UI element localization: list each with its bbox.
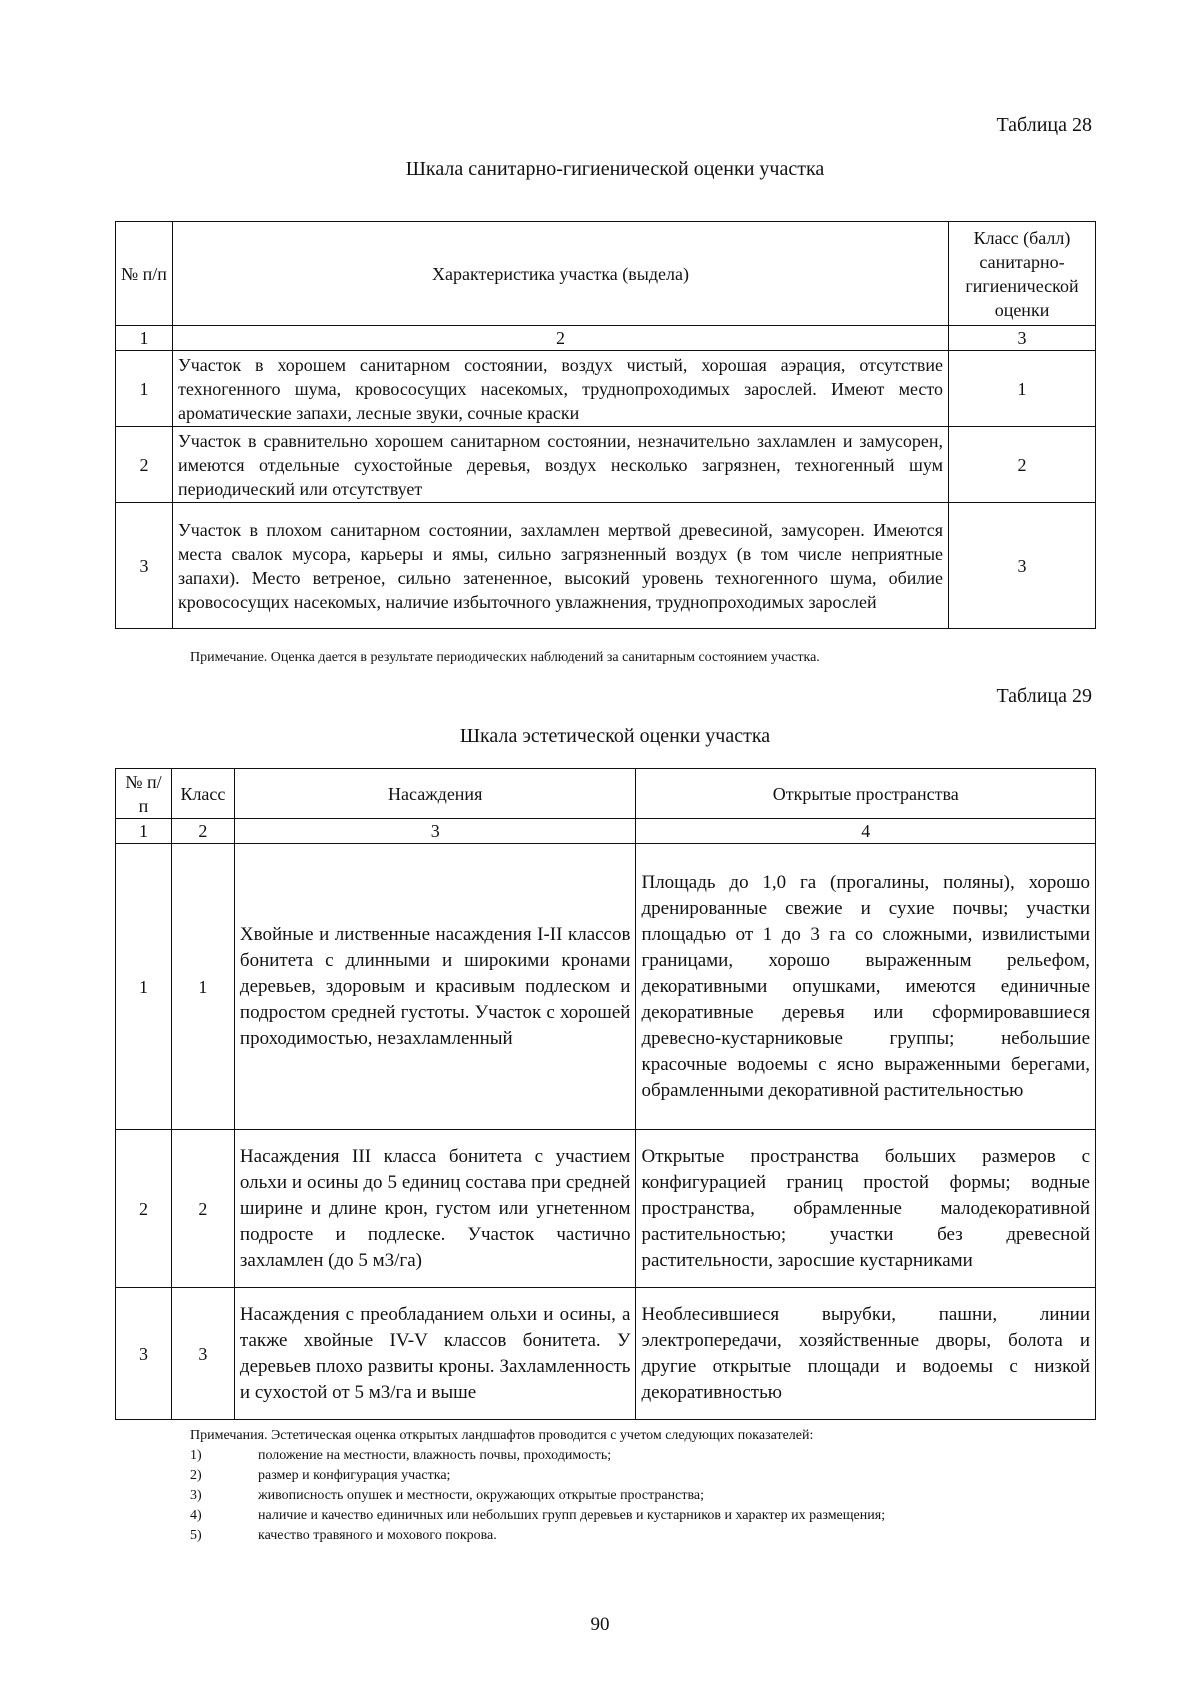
- note-item-number: 2): [190, 1468, 202, 1483]
- table-row: [116, 1288, 1096, 1420]
- table-29-note: Примечания. Эстетическая оценка открытых ландшафтов проводится с учетом следующих показателей:: [190, 1428, 814, 1443]
- row-class: 2: [949, 427, 1096, 503]
- row-number: 3: [116, 1288, 172, 1420]
- header-open-spaces: Открытые пространства: [636, 769, 1096, 819]
- row-number: 1: [116, 844, 172, 1130]
- note-item-text: качество травяного и мохового покрова.: [258, 1528, 497, 1543]
- note-item-text: наличие и качество единичных или небольших групп деревьев и кустарников и характер их размещения;: [258, 1508, 886, 1523]
- header-class: Класс: [171, 769, 234, 819]
- header-characteristic: Характеристика участка (выдела): [172, 222, 948, 326]
- row-characteristic: Участок в хорошем санитарном состоянии, воздух чистый, хорошая аэрация, отсутствие техногенного шума, кровососущих насекомых, труднопроходимых зарослей. Имеют место ароматические запахи, лесные звуки, сочные краски: [172, 351, 948, 427]
- table-29-header-row: [116, 769, 1096, 819]
- table-29: [115, 768, 1096, 1420]
- row-class: 3: [949, 503, 1096, 629]
- header-class: Класс (балл) санитарно-гигиенической оценки: [949, 222, 1096, 326]
- table-row: [116, 503, 1096, 629]
- table-29-caption: Таблица 29: [996, 685, 1092, 707]
- note-item-number: 1): [190, 1448, 202, 1463]
- row-characteristic: Участок в сравнительно хорошем санитарном состоянии, незначительно захламлен и замусорен, имеются отдельные сухостойные деревья, воздух несколько загрязнен, техногенный шум периодический или отсутствует: [172, 427, 948, 503]
- note-item-number: 4): [190, 1508, 202, 1523]
- note-item-text: живописность опушек и местности, окружающих открытые пространства;: [258, 1488, 704, 1503]
- row-number: 1: [116, 351, 173, 427]
- table-28-note: Примечание. Оценка дается в результате периодических наблюдений за санитарным состоянием участка.: [190, 650, 820, 665]
- row-stands: Хвойные и лиственные насаждения I-II классов бонитета с длинными и широкими кронами деревьев, здоровым и красивым подлеском и подростом средней густоты. Участок с хорошей проходимостью, незахламленный: [234, 844, 636, 1130]
- header-stands: Насаждения: [234, 769, 636, 819]
- row-class: 1: [171, 844, 234, 1130]
- index-cell: 2: [172, 326, 948, 351]
- row-number: 3: [116, 503, 173, 629]
- note-item-text: размер и конфигурация участка;: [258, 1468, 451, 1483]
- table-row: [116, 427, 1096, 503]
- row-stands: Насаждения с преобладанием ольхи и осины, а также хвойные IV-V классов бонитета. У деревьев плохо развиты кроны. Захламленность и сухостой от 5 м3/га и выше: [234, 1288, 636, 1420]
- note-item-number: 5): [190, 1528, 202, 1543]
- index-cell: 1: [116, 326, 173, 351]
- row-number: 2: [116, 1130, 172, 1288]
- table-28-header-row: [116, 222, 1096, 326]
- index-cell: 1: [116, 819, 172, 844]
- table-row: [116, 1130, 1096, 1288]
- row-class: 1: [949, 351, 1096, 427]
- row-characteristic: Участок в плохом санитарном состоянии, захламлен мертвой древесиной, замусорен. Имеются места свалок мусора, карьеры и ямы, сильно загрязненный воздух (в том числе неприятные запахи). Место ветреное, сильно затененное, высокий уровень техногенного шума, обилие кровососущих насекомых, наличие избыточного увлажнения, труднопроходимых зарослей: [172, 503, 948, 629]
- page-number: 90: [590, 1614, 610, 1635]
- table-row: [116, 351, 1096, 427]
- note-item-text: положение на местности, влажность почвы, проходимость;: [258, 1448, 612, 1463]
- index-cell: 3: [234, 819, 636, 844]
- header-number: № п/п: [116, 769, 172, 819]
- table-row: [116, 844, 1096, 1130]
- row-number: 2: [116, 427, 173, 503]
- header-number: № п/п: [116, 222, 173, 326]
- table-29-index-row: [116, 819, 1096, 844]
- row-open-spaces: Необлесившиеся вырубки, пашни, линии электропередачи, хозяйственные дворы, болота и другие открытые площади и водоемы с низкой декоративностью: [636, 1288, 1096, 1420]
- row-class: 2: [171, 1130, 234, 1288]
- row-open-spaces: Площадь до 1,0 га (прогалины, поляны), хорошо дренированные свежие и сухие почвы; участки площадью от 1 до 3 га со сложными, извилистыми границами, хорошо выраженным рельефом, декоративными опушками, имеются единичные декоративные деревья или сформировавшиеся древесно-кустарниковые группы; небольшие красочные водоемы с ясно выраженными берегами, обрамленными декоративной растительностью: [636, 844, 1096, 1130]
- table-28: [115, 221, 1096, 629]
- index-cell: 2: [171, 819, 234, 844]
- index-cell: 4: [636, 819, 1096, 844]
- row-open-spaces: Открытые пространства больших размеров с конфигурацией границ простой формы; водные пространства, обрамленные малодекоративной растительностью; участки без древесной растительности, заросшие кустарниками: [636, 1130, 1096, 1288]
- table-29-title: Шкала эстетической оценки участка: [459, 725, 771, 747]
- row-stands: Насаждения III класса бонитета с участием ольхи и осины до 5 единиц состава при средней ширине и длине крон, густом или угнетенном подросте и подлеске. Участок частично захламлен (до 5 м3/га): [234, 1130, 636, 1288]
- index-cell: 3: [949, 326, 1096, 351]
- table-28-title: Шкала санитарно-гигиенической оценки участка: [405, 158, 825, 180]
- table-28-index-row: [116, 326, 1096, 351]
- table-28-caption: Таблица 28: [996, 114, 1092, 136]
- note-item-number: 3): [190, 1488, 202, 1503]
- row-class: 3: [171, 1288, 234, 1420]
